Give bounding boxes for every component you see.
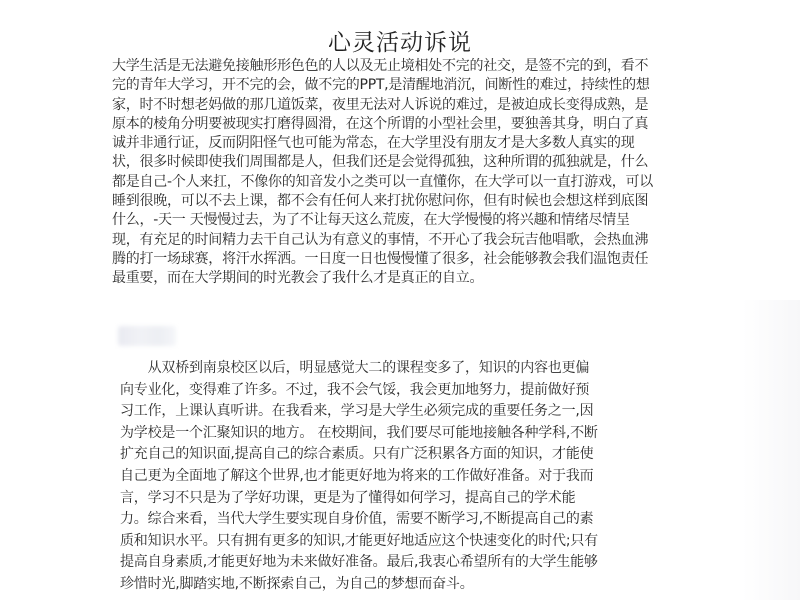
paragraph-line: 习工作，上课认真听讲。在我看来，学习是大学生必须完成的重要任务之一,因	[120, 403, 594, 420]
page-title: 心灵活动诉说	[328, 30, 472, 56]
essay-paragraph-1	[112, 57, 692, 289]
paragraph-line: 质和知识水平。只有拥有更多的知识,才能更好地适应这个快速变化的时代;只有	[120, 532, 598, 549]
paragraph-line: 最重要，而在大学期间的时光教会了我什么才是真正的自立。	[112, 270, 484, 287]
paragraph-line: 从双桥到南泉校区以后，明显感觉大二的课程变多了，知识的内容也更偏	[120, 360, 590, 376]
paragraph-line: 现，有充足的时间精力去干自己认为有意义的事情，不开心了我会玩吉他唱歌，会热血沸	[112, 231, 649, 248]
paragraph-line: 提高自身素质,才能更好地为未来做好准备。最后,我衷心希望所有的大学生能够	[120, 554, 598, 571]
paragraph-line: 力。综合来看，当代大学生要实现自身价值，需要不断学习,不断提高自己的素	[120, 511, 594, 528]
paragraph-line: 大学生活是无法避免接触形形色色的人以及无止境相处不完的社交，是签不完的到，看不	[112, 58, 649, 74]
paragraph-line: 原本的棱角分明要被现实打磨得圆滑，在这个所谓的小型社会里，要独善其身，明白了真	[112, 115, 649, 132]
paragraph-line: 都是自己-个人来扛，不像你的知音发小之类可以一直懂你，在大学可以一直打游戏，可以	[112, 173, 654, 190]
paragraph-line: 什么，-天一 天慢慢过去，为了不让每天这么荒废，在大学慢慢的将兴趣和情绪尽情呈	[112, 212, 630, 229]
paragraph-line: 向专业化，变得难了许多。不过，我不会气馁，我会更加地努力，提前做好预	[120, 381, 590, 398]
paragraph-line: 扩充自己的知识面,提高自己的综合素质。只有广泛积累各方面的知识，才能使	[120, 446, 594, 463]
paragraph-line: 诚并非通行证，反而阴阳怪气也可能为常态，在大学里没有朋友才是大多数人真实的现	[112, 135, 635, 152]
redacted-author-name	[118, 326, 176, 346]
paragraph-line: 腾的打一场球赛，将汗水挥洒。一日度一日也慢慢懂了很多，社会能够教会我们温饱责任	[112, 250, 649, 267]
paragraph-line: 完的青年大学习，开不完的会，做不完的PPT,是清醒地消沉，间断性的难过，持续性的想	[112, 77, 650, 94]
paragraph-line: 自己更为全面地了解这个世界,也才能更好地为将来的工作做好准备。对于我而	[120, 467, 594, 484]
paragraph-line: 珍惜时光,脚踏实地,不断探索自己，为自己的梦想而奋斗。	[120, 575, 474, 592]
background-strip	[742, 300, 800, 600]
paragraph-line: 家，时不时想老妈做的那几道饭菜，夜里无法对人诉说的难过，是被迫成长变得成熟，是	[112, 96, 649, 113]
paragraph-line: 言，学习不只是为了学好功课，更是为了懂得如何学习，提高自己的学术能	[120, 489, 576, 506]
paragraph-line: 状，很多时候即使我们周围都是人，但我们还是会觉得孤独，这种所谓的孤独就是，什么	[112, 154, 649, 171]
paragraph-line: 为学校是一个汇聚知识的地方。 在校期间，我们要尽可能地接触各种学科,不断	[120, 424, 598, 441]
essay-paragraph-2	[120, 358, 680, 596]
paragraph-line: 睡到很晚，可以不去上课，都不会有任何人来打扰你慰问你，但有时候也会想这样到底图	[112, 193, 649, 210]
